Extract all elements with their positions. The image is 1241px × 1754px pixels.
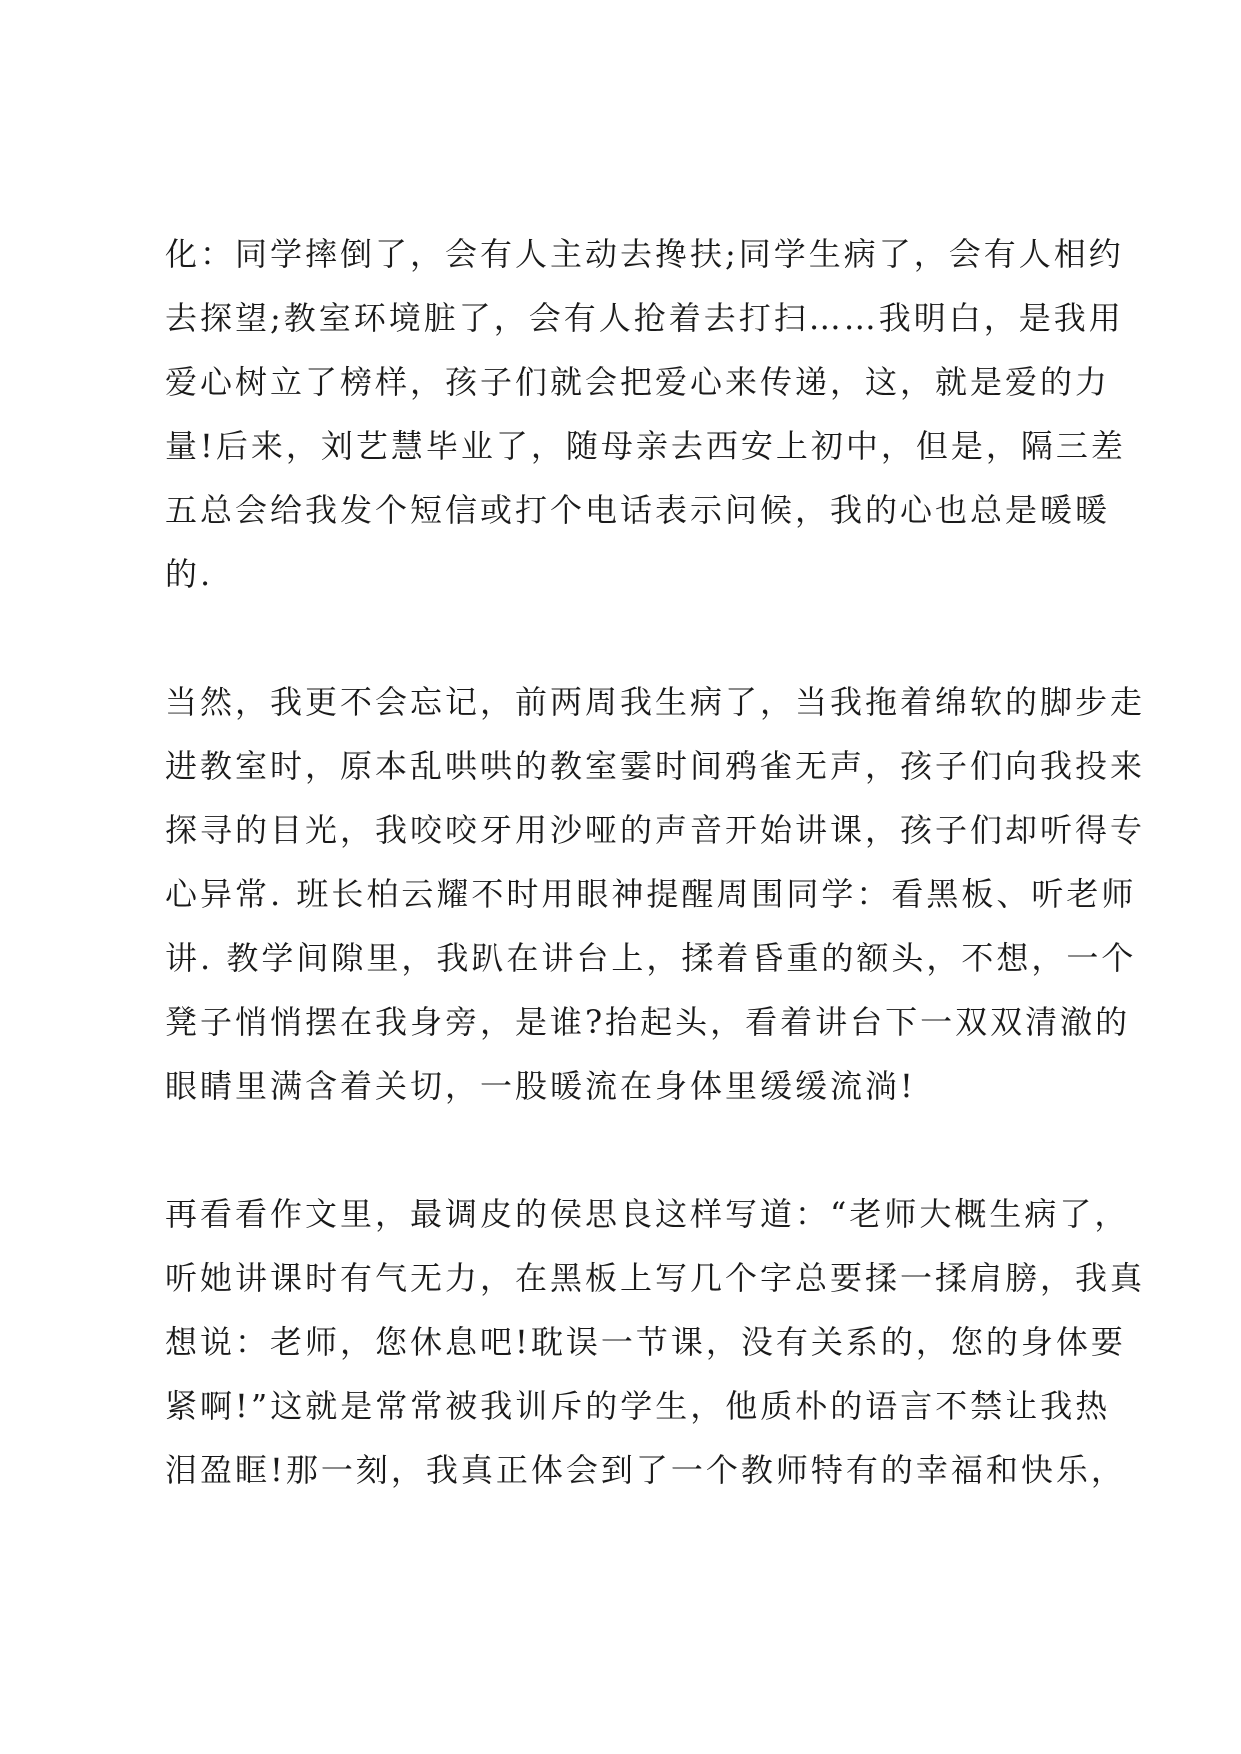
text-line: 想说：老师，您休息吧!耽误一节课，没有关系的，您的身体要 <box>165 1323 1126 1361</box>
paragraph-spacer <box>165 1118 1095 1182</box>
paragraph-1 <box>165 222 1126 606</box>
paragraph-2 <box>165 670 1146 1118</box>
document-body <box>165 222 1146 1502</box>
paragraph-3 <box>165 1182 1146 1502</box>
text-line: 听她讲课时有气无力，在黑板上写几个字总要揉一揉肩膀，我真 <box>165 1259 1146 1297</box>
text-line: 五总会给我发个短信或打个电话表示问候，我的心也总是暖暖 <box>165 491 1111 529</box>
text-line: 爱心树立了榜样，孩子们就会把爱心来传递，这，就是爱的力 <box>165 363 1111 401</box>
text-line: 当然，我更不会忘记，前两周我生病了，当我拖着绵软的脚步走 <box>165 683 1146 721</box>
text-line: 去探望;教室环境脏了，会有人抢着去打扫……我明白，是我用 <box>165 299 1124 337</box>
text-line: 凳子悄悄摆在我身旁，是谁?抬起头，看着讲台下一双双清澈的 <box>165 1003 1131 1041</box>
text-line: 讲. 教学间隙里，我趴在讲台上，揉着昏重的额头，不想，一个 <box>165 939 1137 977</box>
text-line: 泪盈眶!那一刻，我真正体会到了一个教师特有的幸福和快乐， <box>165 1451 1126 1489</box>
text-line: 眼睛里满含着关切，一股暖流在身体里缓缓流淌! <box>165 1067 916 1105</box>
text-line: 进教室时，原本乱哄哄的教室霎时间鸦雀无声，孩子们向我投来 <box>165 747 1146 785</box>
text-line: 心异常. 班长柏云耀不时用眼神提醒周围同学：看黑板、听老师 <box>165 875 1137 913</box>
text-line: 再看看作文里，最调皮的侯思良这样写道：“老师大概生病了， <box>165 1195 1130 1233</box>
text-line: 量!后来，刘艺慧毕业了，随母亲去西安上初中，但是，隔三差 <box>165 427 1126 465</box>
text-line: 的. <box>165 555 214 593</box>
paragraph-spacer <box>165 606 1095 670</box>
text-line: 化：同学摔倒了，会有人主动去搀扶;同学生病了，会有人相约 <box>165 235 1124 273</box>
text-line: 探寻的目光，我咬咬牙用沙哑的声音开始讲课，孩子们却听得专 <box>165 811 1146 849</box>
text-line: 紧啊!”这就是常常被我训斥的学生，他质朴的语言不禁让我热 <box>165 1387 1111 1425</box>
